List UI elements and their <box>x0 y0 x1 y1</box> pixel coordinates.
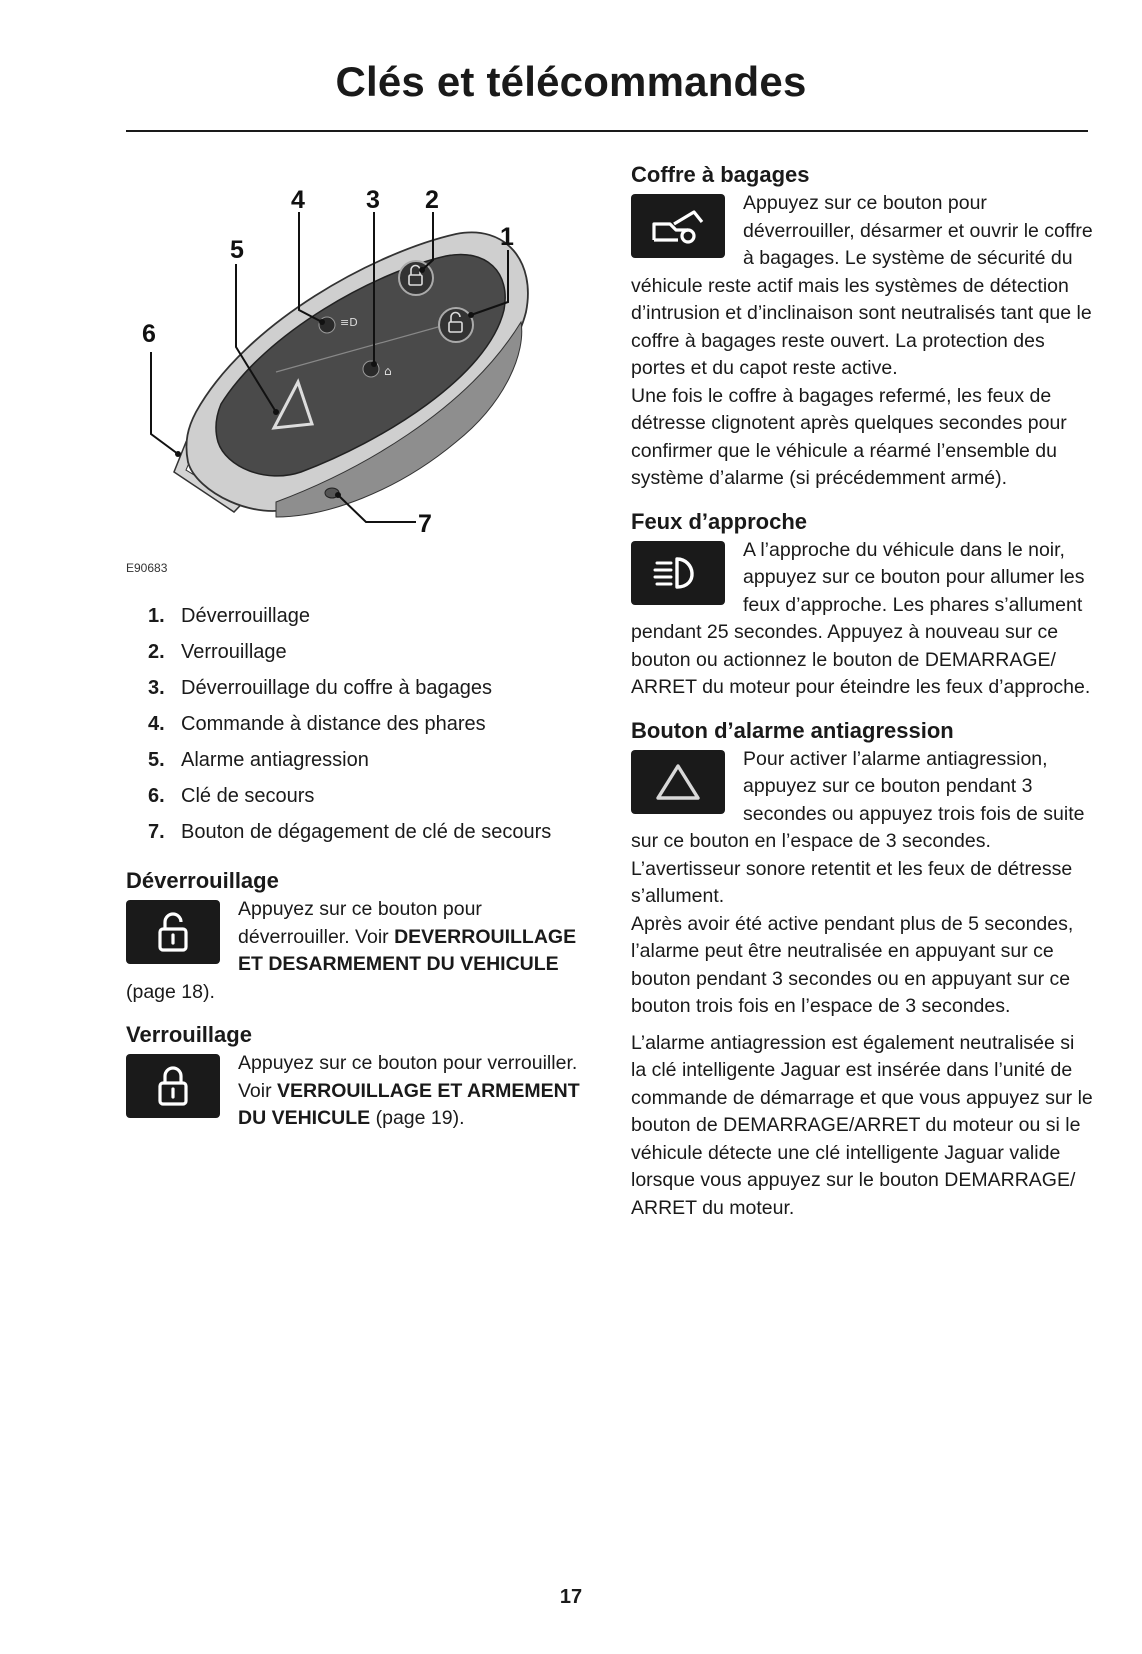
page-number: 17 <box>559 1586 583 1608</box>
title-rule <box>126 130 1088 132</box>
callout-1: 1 <box>500 223 514 251</box>
key-fob-illustration <box>126 172 586 562</box>
section-lock <box>126 1020 586 1133</box>
fob-panel <box>216 254 505 475</box>
svg-text:≡D: ≡D <box>340 316 358 329</box>
callout-7: 7 <box>418 510 432 538</box>
legend-list <box>126 598 586 850</box>
legend-item: 5. Alarme antiagression <box>148 749 369 771</box>
callout-2: 2 <box>425 186 439 214</box>
headlight-icon <box>631 541 725 605</box>
section-trunk <box>631 160 1093 493</box>
panic-text-2: Après avoir été active pendant plus de 5 secondes, l’alarme peut être neutralisée en appuyant sur ce bouton pendant 3 secondes ou en appuyant sur ce bouton trois fois en l’espace de 3 secondes. <box>631 912 1074 1017</box>
unlock-reference: DEVERROUILLAGE ET DESARMEMENT DU VEHICULE <box>238 925 577 975</box>
page-title: Clés et télécommandes <box>335 58 807 105</box>
section-heading: Feux d’approche <box>631 508 808 534</box>
section-approach-lights <box>631 507 1093 702</box>
lock-text: Appuyez sur ce bouton pour verrouiller. Voir VERROUILLAGE ET ARMEMENT DU VEHICULE (page 19). <box>238 1052 580 1129</box>
figure-code: E90683 <box>126 561 168 575</box>
legend-item: 6. Clé de secours <box>148 785 315 807</box>
section-heading: Verrouillage <box>126 1022 252 1047</box>
unlock-text: Appuyez sur ce bouton pour déverrouiller. Voir DEVERROUILLAGE ET DESARMEMENT DU VEHICULE (page 18). <box>126 898 577 1003</box>
callout-4: 4 <box>291 186 305 214</box>
trunk-text-2: Une fois le coffre à bagages refermé, les feux de détresse clignotent après quelques secondes pour confirmer que le véhicule a réarmé l’ensemble du système d’alarme (si précédemment armé). <box>631 384 1067 489</box>
legend-item: 4. Commande à distance des phares <box>148 713 486 735</box>
trunk-text-1: Appuyez sur ce bouton pour déverrouiller, désarmer et ouvrir le coffre à bagages. Le système de sécurité du véhicule reste actif mais les systèmes de détection d’intrusion et d’inclinaison sont neutralisés tant que le coffre à bagages reste ouvert. La protection des portes et du capot reste active. <box>631 192 1093 379</box>
svg-text:⌂: ⌂ <box>384 364 392 378</box>
right-column <box>631 160 1093 1222</box>
panic-text-1: Pour activer l’alarme antiagression, appuyez sur ce bouton pendant 3 secondes ou appuyez trois fois de suite sur ce bouton en l’espace de 3 secondes. L’avertisseur sonore retentit et les feux de détresse s’allument. <box>631 747 1085 907</box>
callout-6: 6 <box>142 320 156 348</box>
callout-5: 5 <box>230 236 244 264</box>
legend-item: 1. Déverrouillage <box>148 605 310 627</box>
section-unlock <box>126 866 586 1006</box>
lock-reference: VERROUILLAGE ET ARMEMENT DU VEHICULE <box>238 1079 580 1129</box>
legend-item: 7. Bouton de dégagement de clé de secours <box>148 821 552 843</box>
unlock-icon <box>126 900 220 964</box>
section-panic-alarm <box>631 716 1093 1223</box>
section-heading: Coffre à bagages <box>631 162 810 187</box>
hazard-triangle-icon <box>631 750 725 814</box>
panic-text-3: L’alarme antiagression est également neutralisée si la clé intelligente Jaguar est insérée dans l’unité de commande de démarrage et que vous appuyez sur le bouton de DEMARRAGE/ARRET du moteur ou si le véhicule détecte une clé intelligente Jaguar valide lorsque vous appuyez sur le bouton DEMARRAGE/ ARRET du moteur. <box>631 1031 1093 1219</box>
section-heading: Déverrouillage <box>126 868 279 893</box>
left-column <box>126 598 586 1133</box>
legend-item: 3. Déverrouillage du coffre à bagages <box>148 677 492 699</box>
section-heading: Bouton d’alarme antiagression <box>631 717 954 743</box>
trunk-icon <box>631 194 725 258</box>
lock-icon <box>126 1054 220 1118</box>
callout-3: 3 <box>366 186 380 214</box>
approach-text: A l’approche du véhicule dans le noir, appuyez sur ce bouton pour allumer les feux d’approche. Les phares s’allument pendant 25 secondes. Appuyez à nouveau sur ce bouton ou actionnez le bouton de DEMARRAGE/ ARRET du moteur pour éteindre les feux d’approche. <box>631 538 1091 698</box>
legend-item: 2. Verrouillage <box>148 641 287 663</box>
key-fob-figure <box>126 172 586 582</box>
